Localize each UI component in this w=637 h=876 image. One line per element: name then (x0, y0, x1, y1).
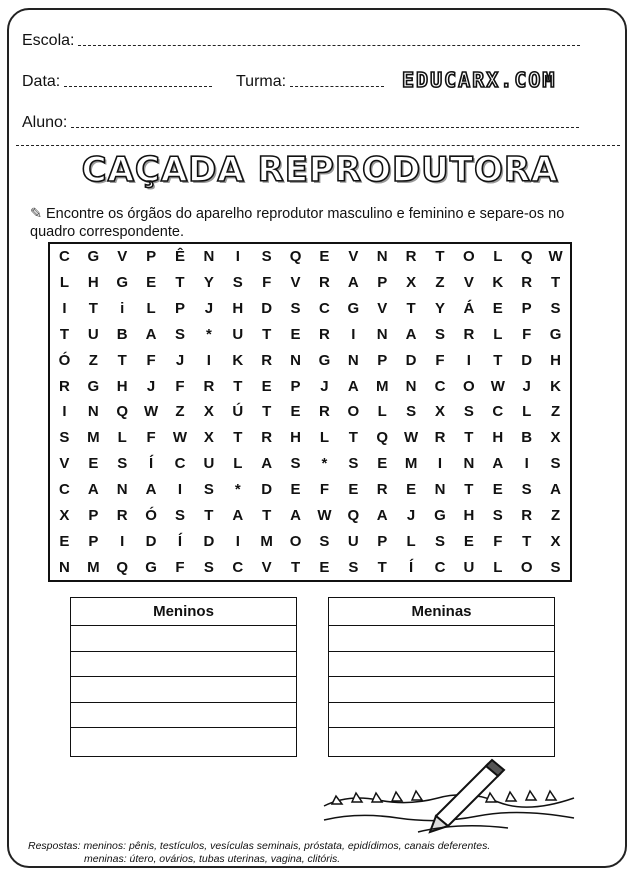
grid-letter[interactable]: N (347, 351, 359, 369)
grid-letter[interactable]: V (348, 248, 359, 266)
escola-line (78, 44, 580, 46)
grid-letter[interactable]: C (492, 403, 504, 421)
grid-letter[interactable]: H (550, 351, 561, 369)
meninos-answer-line[interactable] (71, 626, 296, 652)
grid-letter[interactable]: M (87, 558, 100, 576)
grid-letter[interactable]: Ê (174, 248, 185, 266)
grid-letter[interactable]: R (261, 429, 273, 447)
grid-letter[interactable]: P (174, 300, 185, 318)
word-search-grid (48, 242, 572, 582)
grid-letter[interactable]: I (235, 248, 240, 266)
grid-letter[interactable]: Ó (145, 506, 157, 524)
grid-letter[interactable]: H (290, 429, 301, 447)
data-label: Data: (22, 73, 61, 90)
grid-letter[interactable]: Í (149, 455, 154, 473)
grid-letter[interactable]: T (493, 351, 503, 369)
grid-letter[interactable]: X (550, 429, 561, 447)
grid-letter[interactable]: R (463, 325, 475, 343)
grid-letter[interactable]: J (175, 351, 185, 369)
grid-letter[interactable]: E (319, 248, 330, 266)
grid-letter[interactable]: O (520, 558, 533, 576)
grid-letter[interactable]: T (233, 377, 243, 395)
grid-letter[interactable]: J (522, 377, 531, 395)
grid-letter[interactable]: E (261, 377, 272, 395)
grid-letter[interactable]: R (261, 351, 273, 369)
grid-letter[interactable]: T (117, 351, 127, 369)
escola-label: Escola: (22, 32, 75, 49)
grid-letter[interactable]: T (348, 429, 358, 447)
grid-letter[interactable]: N (87, 403, 99, 421)
grid-letter[interactable]: * (234, 481, 241, 499)
grid-letter[interactable]: R (59, 377, 70, 395)
grid-letter[interactable]: D (145, 532, 157, 550)
grid-letter[interactable]: S (261, 248, 272, 266)
grid-letter[interactable]: C (174, 455, 186, 473)
grid-letter[interactable]: U (232, 325, 244, 343)
grid-letter[interactable]: V (463, 274, 474, 292)
grid-letter[interactable]: I (235, 532, 240, 550)
grid-letter[interactable]: R (319, 325, 330, 343)
grid-letter[interactable]: E (406, 481, 417, 499)
grid-letter[interactable]: J (406, 506, 416, 524)
grid-letter[interactable]: S (290, 455, 301, 473)
grid-letter[interactable]: P (88, 532, 99, 550)
grid-letter[interactable]: * (205, 325, 212, 343)
grid-letter[interactable]: A (376, 506, 388, 524)
grid-letter[interactable]: G (116, 274, 129, 292)
meninos-title: Meninos (71, 598, 296, 626)
grid-letter[interactable]: L (493, 558, 503, 576)
grid-letter[interactable]: T (59, 325, 70, 343)
grid-letter[interactable]: G (347, 300, 360, 318)
grid-letter[interactable]: N (203, 248, 215, 266)
grid-letter[interactable]: A (145, 325, 157, 343)
grid-letter[interactable]: H (463, 506, 475, 524)
grid-letter[interactable]: S (348, 455, 359, 473)
grid-letter[interactable]: K (550, 377, 561, 395)
pencil-icon: ✎ (30, 206, 43, 222)
grid-letter[interactable]: L (377, 403, 387, 421)
grid-letter[interactable]: O (347, 403, 360, 421)
grid-letter[interactable]: R (203, 377, 215, 395)
grid-letter[interactable]: Ó (58, 351, 71, 369)
grid-letter[interactable]: S (232, 274, 243, 292)
aluno-field[interactable] (22, 114, 579, 132)
instruction (30, 205, 600, 241)
grid-letter[interactable]: S (434, 325, 445, 343)
data-line (64, 85, 212, 87)
grid-letter[interactable]: F (435, 351, 445, 369)
grid-letter[interactable]: T (522, 532, 532, 550)
meninas-answer-line[interactable] (329, 677, 554, 703)
grid-letter[interactable]: U (87, 325, 99, 343)
grid-letter[interactable]: L (146, 300, 156, 318)
brand-logo: EDUCARX.COM (402, 68, 557, 92)
grid-letter[interactable]: S (463, 403, 474, 421)
grid-letter[interactable]: S (174, 325, 185, 343)
meninas-answer-line[interactable] (329, 728, 554, 754)
grid-letter[interactable]: O (289, 532, 302, 550)
grid-letter[interactable]: K (232, 351, 244, 369)
grid-letter[interactable]: V (290, 274, 301, 292)
grid-letter[interactable]: D (405, 351, 417, 369)
grid-letter[interactable]: I (524, 455, 529, 473)
meninas-box (328, 597, 555, 757)
turma-label: Turma: (236, 73, 287, 90)
grid-letter[interactable]: R (521, 506, 533, 524)
grid-letter[interactable]: F (262, 274, 272, 292)
pencil-scribble-icon (318, 758, 580, 838)
grid-letter[interactable]: D (521, 351, 533, 369)
grid-letter[interactable]: R (116, 506, 128, 524)
grid-letter[interactable]: E (492, 481, 503, 499)
grid-letter[interactable]: O (463, 377, 475, 395)
grid-letter[interactable]: L (522, 403, 532, 421)
grid-letter[interactable]: E (290, 481, 301, 499)
grid-letter[interactable]: N (434, 481, 446, 499)
grid-letter[interactable]: T (406, 300, 416, 318)
grid-letter[interactable]: S (117, 455, 128, 473)
grid-letter[interactable]: T (175, 274, 185, 292)
grid-letter[interactable]: A (550, 481, 561, 499)
grid-letter[interactable]: S (290, 300, 301, 318)
grid-letter[interactable]: J (146, 377, 156, 395)
grid-letter[interactable]: Q (520, 248, 533, 266)
meninos-box (70, 597, 297, 757)
grid-letter[interactable]: E (290, 325, 301, 343)
grid-letter[interactable]: M (260, 532, 273, 550)
grid-letter[interactable]: C (434, 377, 446, 395)
grid-letter[interactable]: Z (435, 274, 445, 292)
grid-letter[interactable]: A (87, 481, 99, 499)
grid-letter[interactable]: Q (289, 248, 302, 266)
aluno-line (71, 126, 579, 128)
grid-letter[interactable]: Q (376, 429, 389, 447)
grid-letter[interactable]: S (203, 558, 214, 576)
grid-letter[interactable]: Í (409, 558, 414, 576)
grid-letter[interactable]: P (377, 532, 388, 550)
grid-letter[interactable]: N (463, 455, 475, 473)
instruction-text: Encontre os órgãos do aparelho reprodutor masculino e feminino e separe-os no quadro correspondente. (30, 206, 565, 240)
grid-letter[interactable]: S (434, 532, 445, 550)
grid-letter[interactable]: W (144, 403, 159, 421)
grid-letter[interactable]: I (206, 351, 211, 369)
grid-letter[interactable]: E (88, 455, 99, 473)
grid-letter[interactable]: E (348, 481, 359, 499)
grid-letter[interactable]: H (492, 429, 504, 447)
grid-letter[interactable]: S (521, 481, 532, 499)
grid-letter[interactable]: T (262, 506, 272, 524)
grid-letter[interactable]: X (406, 274, 417, 292)
grid-letter[interactable]: X (434, 403, 445, 421)
grid-letter[interactable]: I (120, 532, 125, 550)
grid-letter[interactable]: T (88, 300, 98, 318)
grid-letter[interactable]: G (145, 558, 157, 576)
grid-letter[interactable]: I (437, 455, 443, 473)
grid-letter[interactable]: S (406, 403, 417, 421)
grid-letter[interactable]: * (321, 455, 328, 473)
grid-letter[interactable]: E (463, 532, 474, 550)
grid-letter[interactable]: H (116, 377, 128, 395)
grid-letter[interactable]: S (319, 532, 330, 550)
grid-letter[interactable]: L (493, 248, 503, 266)
grid-letter[interactable]: i (120, 300, 125, 318)
grid-letter[interactable]: S (348, 558, 359, 576)
grid-letter[interactable]: P (521, 300, 532, 318)
grid-letter[interactable]: M (87, 429, 100, 447)
grid-letter[interactable]: G (87, 377, 100, 395)
grid-letter[interactable]: E (377, 455, 388, 473)
grid-letter[interactable]: S (550, 455, 561, 473)
grid-letter[interactable]: C (434, 558, 446, 576)
grid-letter[interactable]: L (406, 532, 416, 550)
meninas-answer-line[interactable] (329, 652, 554, 678)
grid-letter[interactable]: G (318, 351, 331, 369)
grid-letter[interactable]: G (434, 506, 446, 524)
grid-letter[interactable]: T (262, 325, 272, 343)
grid-letter[interactable]: Z (88, 351, 98, 369)
grid-letter[interactable]: R (319, 403, 330, 421)
grid-letter[interactable]: Y (203, 274, 214, 292)
meninas-answer-line[interactable] (329, 703, 554, 729)
grid-letter[interactable]: K (492, 274, 504, 292)
grid-letter[interactable]: F (522, 325, 532, 343)
grid-letter[interactable]: V (59, 455, 70, 473)
answers-line-1: Respostas: meninos: pênis, testículos, vesículas seminais, próstata, epidídimos, canais deferentes. (28, 840, 491, 852)
grid-letter[interactable]: J (204, 300, 214, 318)
grid-letter[interactable]: J (320, 377, 329, 395)
grid-letter[interactable]: L (319, 429, 330, 447)
grid-letter[interactable]: I (177, 481, 183, 499)
aluno-label: Aluno: (22, 114, 68, 131)
grid-letter[interactable]: F (493, 532, 503, 550)
grid-letter[interactable]: R (376, 481, 388, 499)
grid-letter[interactable]: T (233, 429, 243, 447)
grid-letter[interactable]: P (146, 248, 157, 266)
grid-letter[interactable]: P (377, 274, 388, 292)
meninos-answer-line[interactable] (71, 703, 296, 729)
grid-letter[interactable]: X (203, 429, 214, 447)
grid-letter[interactable]: E (290, 403, 301, 421)
grid-letter[interactable]: Y (434, 300, 445, 318)
grid-letter[interactable]: T (464, 429, 474, 447)
grid-letter[interactable]: F (146, 351, 156, 369)
grid-letter[interactable]: A (492, 455, 504, 473)
grid-letter[interactable]: Í (177, 532, 183, 550)
grid-letter[interactable]: F (175, 377, 185, 395)
grid-letter[interactable]: L (59, 274, 70, 292)
grid-letter[interactable]: E (59, 532, 70, 550)
grid-letter[interactable]: B (116, 325, 128, 343)
grid-letter[interactable]: Q (116, 558, 129, 576)
grid-letter[interactable]: A (405, 325, 417, 343)
grid-letter[interactable]: M (404, 455, 418, 473)
grid-letter[interactable]: M (375, 377, 389, 395)
turma-line (290, 85, 384, 87)
grid-letter[interactable]: F (319, 481, 330, 499)
grid-letter[interactable]: N (376, 325, 388, 343)
grid-letter[interactable]: O (463, 248, 475, 266)
grid-letter[interactable]: L (233, 455, 243, 473)
grid-letter[interactable]: N (376, 248, 388, 266)
grid-letter[interactable]: N (290, 351, 301, 369)
grid-letter[interactable]: Z (175, 403, 185, 421)
data-field[interactable] (22, 73, 212, 91)
grid-letter[interactable]: W (317, 506, 332, 524)
grid-letter[interactable]: A (232, 506, 244, 524)
grid-letter[interactable]: W (404, 429, 419, 447)
grid-letter[interactable]: R (405, 248, 417, 266)
grid-letter[interactable]: I (466, 351, 471, 369)
grid-letter[interactable]: G (549, 325, 562, 343)
grid-letter[interactable]: U (203, 455, 215, 473)
grid-letter[interactable]: X (203, 403, 214, 421)
grid-letter[interactable]: C (59, 481, 70, 499)
grid-letter[interactable]: Q (347, 506, 360, 524)
grid-letter[interactable]: W (548, 248, 563, 266)
grid-letter[interactable]: I (351, 325, 356, 343)
grid-letter[interactable]: R (434, 429, 446, 447)
grid-letter[interactable]: W (172, 429, 188, 447)
meninos-answer-line[interactable] (71, 677, 296, 703)
grid-letter[interactable]: A (347, 377, 359, 395)
grid-letter[interactable]: H (232, 300, 244, 318)
grid-letter[interactable]: A (261, 455, 273, 473)
grid-letter[interactable]: U (347, 532, 359, 550)
grid-letter[interactable]: X (59, 506, 70, 524)
answers-block (28, 840, 490, 866)
grid-letter[interactable]: E (146, 274, 157, 292)
meninos-answer-line[interactable] (71, 728, 296, 754)
grid-letter[interactable]: L (117, 429, 127, 447)
answers-line-2: meninas: útero, ovários, tubas uterinas, vagina, clitóris. (84, 853, 341, 865)
grid-letter[interactable]: V (261, 558, 272, 576)
grid-letter[interactable]: V (377, 300, 388, 318)
grid-letter[interactable]: P (377, 351, 388, 369)
turma-field[interactable] (236, 73, 384, 91)
grid-letter[interactable]: S (550, 300, 561, 318)
grid-letter[interactable]: S (174, 506, 185, 524)
grid-letter[interactable]: D (261, 481, 273, 499)
page-title: CAÇADA REPRODUTORA (81, 150, 559, 190)
grid-letter[interactable]: T (435, 248, 445, 266)
grid-letter[interactable]: Z (550, 403, 561, 421)
grid-letter[interactable]: S (492, 506, 503, 524)
grid-letter[interactable]: S (203, 481, 214, 499)
header-separator (16, 145, 620, 146)
grid-letter[interactable]: V (117, 248, 128, 266)
escola-field[interactable] (22, 32, 580, 50)
grid-letter[interactable]: Á (463, 300, 475, 318)
grid-letter[interactable]: S (550, 558, 561, 576)
grid-letter[interactable]: S (59, 429, 70, 447)
grid-letter[interactable]: E (492, 300, 503, 318)
grid-letter[interactable]: A (290, 506, 301, 524)
grid-letter[interactable]: T (377, 558, 387, 576)
meninas-title: Meninas (329, 598, 554, 626)
grid-letter[interactable]: H (87, 274, 99, 292)
meninas-answer-line[interactable] (329, 626, 554, 652)
grid-letter[interactable]: G (87, 248, 100, 266)
grid-letter[interactable]: E (319, 558, 330, 576)
grid-letter[interactable]: F (175, 558, 185, 576)
grid-letter[interactable]: C (232, 558, 244, 576)
grid-letter[interactable]: Ú (232, 403, 244, 421)
grid-letter[interactable]: N (405, 377, 417, 395)
grid-letter[interactable]: A (145, 481, 157, 499)
grid-letter[interactable]: F (146, 429, 156, 447)
grid-letter[interactable]: T (550, 274, 561, 292)
grid-letter[interactable]: C (59, 248, 70, 266)
grid-letter[interactable]: T (464, 481, 474, 499)
meninos-answer-line[interactable] (71, 652, 296, 678)
grid-letter[interactable]: A (347, 274, 359, 292)
grid-letter[interactable]: D (203, 532, 215, 550)
grid-letter[interactable]: Q (116, 403, 129, 421)
grid-letter[interactable]: B (521, 429, 533, 447)
grid-letter[interactable]: R (319, 274, 330, 292)
grid-letter[interactable]: X (550, 532, 561, 550)
grid-letter[interactable]: N (59, 558, 70, 576)
grid-letter[interactable]: R (521, 274, 533, 292)
grid-letter[interactable]: I (62, 300, 67, 318)
grid-letter[interactable]: Z (550, 506, 561, 524)
grid-letter[interactable]: C (319, 300, 330, 318)
grid-letter[interactable]: L (493, 325, 503, 343)
grid-letter[interactable]: P (290, 377, 301, 395)
grid-letter[interactable]: I (62, 403, 67, 421)
grid-letter[interactable]: T (290, 558, 301, 576)
grid-letter[interactable]: N (116, 481, 128, 499)
grid-letter[interactable]: T (204, 506, 214, 524)
grid-letter[interactable]: U (463, 558, 475, 576)
grid-letter[interactable]: D (261, 300, 273, 318)
grid-letter[interactable]: T (262, 403, 272, 421)
grid-letter[interactable]: P (88, 506, 99, 524)
grid-letter[interactable]: W (490, 377, 505, 395)
